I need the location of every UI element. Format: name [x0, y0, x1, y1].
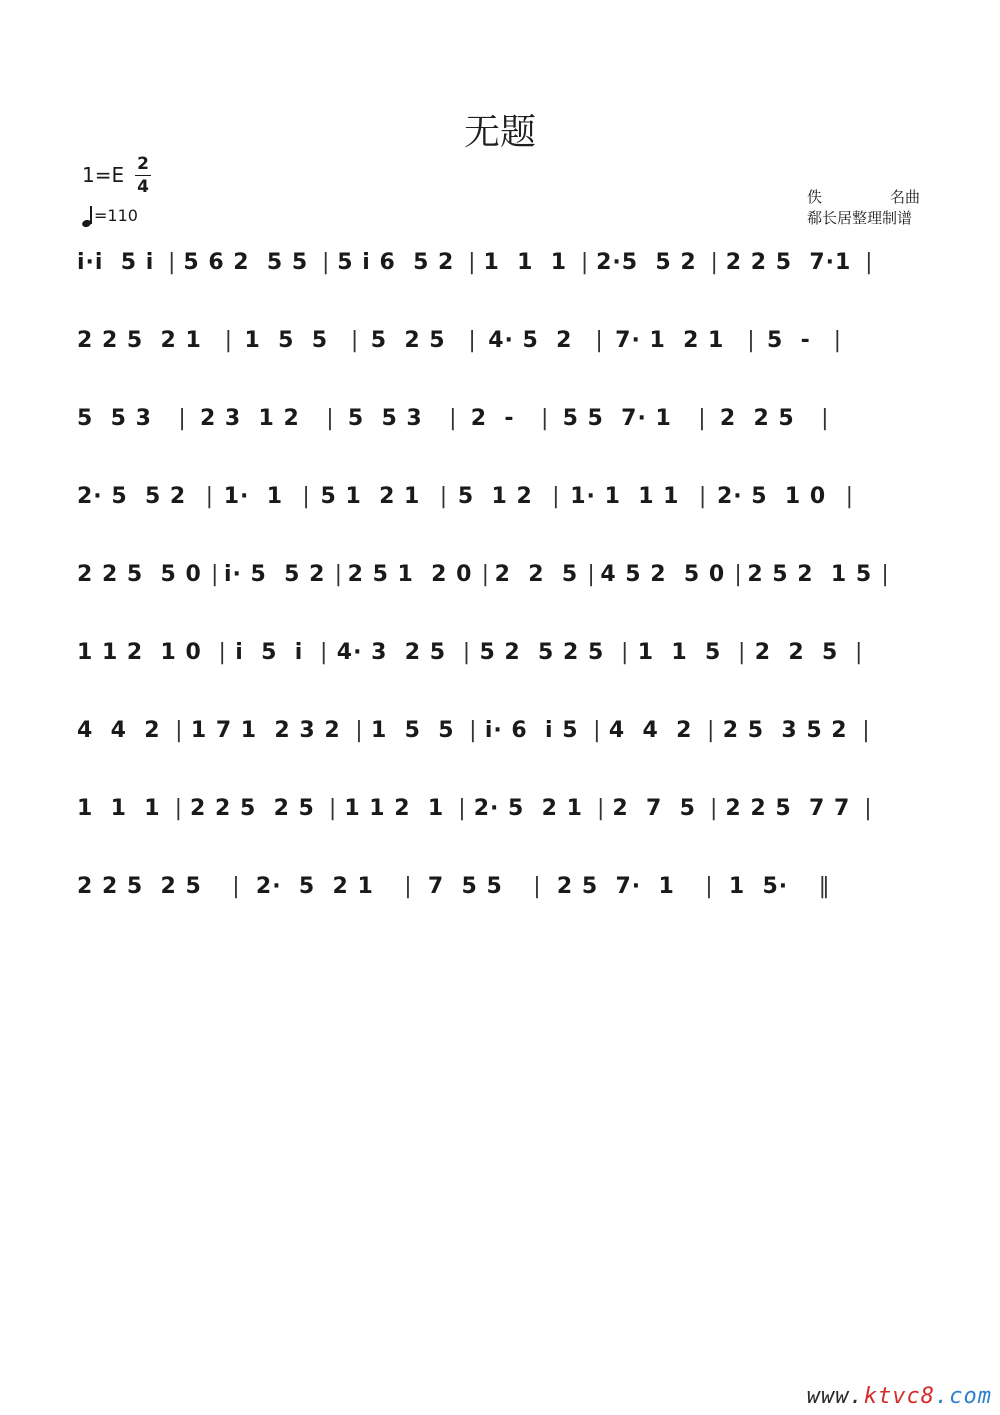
barline: | — [481, 562, 491, 587]
measure: 5 6 2 5 5 — [183, 250, 309, 275]
barline: | — [710, 250, 719, 275]
barline: | — [881, 562, 890, 587]
barline: | — [302, 484, 311, 509]
barline: | — [224, 328, 234, 353]
score-system-1 — [77, 250, 922, 284]
barline: | — [320, 640, 329, 665]
measure: 2 7 5 — [612, 796, 696, 821]
time-numerator: 2 — [137, 154, 149, 174]
barline: | — [178, 406, 187, 431]
barline: | — [709, 796, 719, 821]
barline: | — [738, 640, 747, 665]
watermark — [807, 1384, 992, 1409]
measure: 1 1 5 — [637, 640, 722, 665]
measure: i· 6 i 5 — [484, 718, 579, 743]
barline: | — [855, 640, 864, 665]
score-system-2 — [77, 328, 922, 362]
tempo-value: =110 — [94, 206, 138, 225]
barline: | — [439, 484, 449, 509]
barline: ‖ — [818, 874, 831, 899]
barline: | — [328, 796, 338, 821]
measure: 5 2 5 — [370, 328, 446, 353]
barline: | — [469, 718, 478, 743]
measure: 1 5 5 — [371, 718, 455, 743]
measure: 1 1 1 — [483, 250, 568, 275]
measure: 1· 1 — [223, 484, 284, 509]
measure: 5 i 6 5 2 — [337, 250, 455, 275]
barline: | — [211, 562, 220, 587]
barline: | — [707, 718, 716, 743]
measure: 2·5 5 2 — [596, 250, 697, 275]
barline: | — [747, 328, 756, 353]
measure: 1 1 2 1 — [344, 796, 445, 821]
barline: | — [468, 250, 477, 275]
measure: 4 4 2 — [608, 718, 693, 743]
measure: 5 5 7· 1 — [562, 406, 672, 431]
barline: | — [595, 328, 604, 353]
measure: 2 5 2 1 5 — [747, 562, 873, 587]
measure: 7· 1 2 1 — [615, 328, 725, 353]
measure: 2 3 1 2 — [199, 406, 300, 431]
composer-right: 名曲 — [889, 188, 920, 206]
barline: | — [350, 328, 360, 353]
measure: i· 5 5 2 — [224, 562, 326, 587]
song-title: 无题 — [463, 112, 536, 153]
barline: | — [449, 406, 458, 431]
barline: | — [205, 484, 215, 509]
barline: | — [833, 328, 843, 353]
barline: | — [334, 562, 344, 587]
barline: | — [458, 796, 467, 821]
score-system-4 — [77, 484, 922, 518]
score-system-8 — [77, 796, 922, 830]
barline: | — [540, 406, 550, 431]
barline: | — [174, 796, 184, 821]
barline: | — [698, 484, 708, 509]
barline: | — [698, 406, 707, 431]
measure: 4· 3 2 5 — [336, 640, 447, 665]
measure: 1· 1 1 1 — [570, 484, 680, 509]
measure: 2 2 5 7·1 — [725, 250, 852, 275]
measure: 1 1 1 — [77, 796, 161, 821]
quarter-note-icon — [82, 205, 94, 227]
score-system-9 — [77, 874, 922, 908]
measure: 1 7 1 2 3 2 — [190, 718, 341, 743]
measure: 2 2 5 — [719, 406, 795, 431]
credits — [807, 187, 920, 229]
composer-line — [807, 187, 920, 208]
barline: | — [862, 718, 871, 743]
barline: | — [705, 874, 714, 899]
barline: | — [232, 874, 241, 899]
score-system-6 — [77, 640, 922, 674]
measure: 2 5 7· 1 — [556, 874, 675, 899]
measure: 5 5 3 — [347, 406, 423, 431]
barline: | — [865, 250, 874, 275]
watermark-brand: ktvc8 — [863, 1384, 936, 1409]
measure: 2 5 3 5 2 — [722, 718, 848, 743]
measure: 5 1 2 1 — [320, 484, 421, 509]
measure: 2 2 5 2 1 — [77, 328, 202, 353]
barline: | — [621, 640, 630, 665]
barline: | — [593, 718, 602, 743]
barline: | — [596, 796, 606, 821]
measure: 1 5· — [728, 874, 789, 899]
barline: | — [552, 484, 561, 509]
measure: 2 2 5 — [754, 640, 839, 665]
barline: | — [864, 796, 873, 821]
barline: | — [468, 328, 477, 353]
measure: 2 2 5 — [494, 562, 579, 587]
measure: 5 1 2 — [457, 484, 533, 509]
measure: 2· 5 1 0 — [716, 484, 827, 509]
barline: | — [580, 250, 590, 275]
tempo-marking — [82, 205, 138, 227]
measure: 5 5 3 — [77, 406, 152, 431]
measure: 4· 5 2 — [488, 328, 573, 353]
barline: | — [175, 718, 184, 743]
measure: 2· 5 5 2 — [77, 484, 187, 509]
composer-left: 佚 — [807, 188, 823, 206]
measure: 2· 5 2 1 — [255, 874, 374, 899]
barline: | — [168, 250, 177, 275]
measure: 5 - — [767, 328, 811, 353]
score-system-3 — [77, 406, 922, 440]
measure: 5 2 5 2 5 — [479, 640, 605, 665]
barline: | — [404, 874, 413, 899]
score-system-7 — [77, 718, 922, 752]
barline: | — [734, 562, 743, 587]
barline: | — [821, 406, 830, 431]
measure: i 5 i — [235, 640, 304, 665]
time-signature — [135, 154, 151, 197]
measure: 2 2 5 7 7 — [725, 796, 851, 821]
time-denominator: 4 — [137, 177, 149, 197]
barline: | — [462, 640, 472, 665]
measure: 2 2 5 5 0 — [77, 562, 202, 587]
arranger-line: 郗长居整理制谱 — [807, 209, 913, 227]
barline: | — [355, 718, 364, 743]
measure: 4 5 2 5 0 — [600, 562, 726, 587]
barline: | — [587, 562, 596, 587]
barline: | — [321, 250, 331, 275]
measure: 7 5 5 — [427, 874, 503, 899]
measure: 1 1 2 1 0 — [77, 640, 202, 665]
watermark-prefix: www. — [806, 1384, 864, 1409]
barline: | — [218, 640, 227, 665]
barline: | — [845, 484, 854, 509]
measure: 2 2 5 2 5 — [190, 796, 315, 821]
key-label: 1=E — [82, 163, 125, 187]
measure: 2· 5 2 1 — [473, 796, 583, 821]
score-system-5 — [77, 562, 922, 596]
measure: 4 4 2 — [77, 718, 161, 743]
measure: 2 2 5 2 5 — [77, 874, 202, 899]
measure: 2 5 1 2 0 — [347, 562, 473, 587]
measure: 1 5 5 — [244, 328, 329, 353]
measure: 2 - — [470, 406, 515, 431]
watermark-suffix: .com — [935, 1384, 992, 1409]
barline: | — [326, 406, 335, 431]
barline: | — [533, 874, 542, 899]
key-signature — [82, 154, 149, 197]
measure: i·i 5 i — [77, 250, 155, 275]
